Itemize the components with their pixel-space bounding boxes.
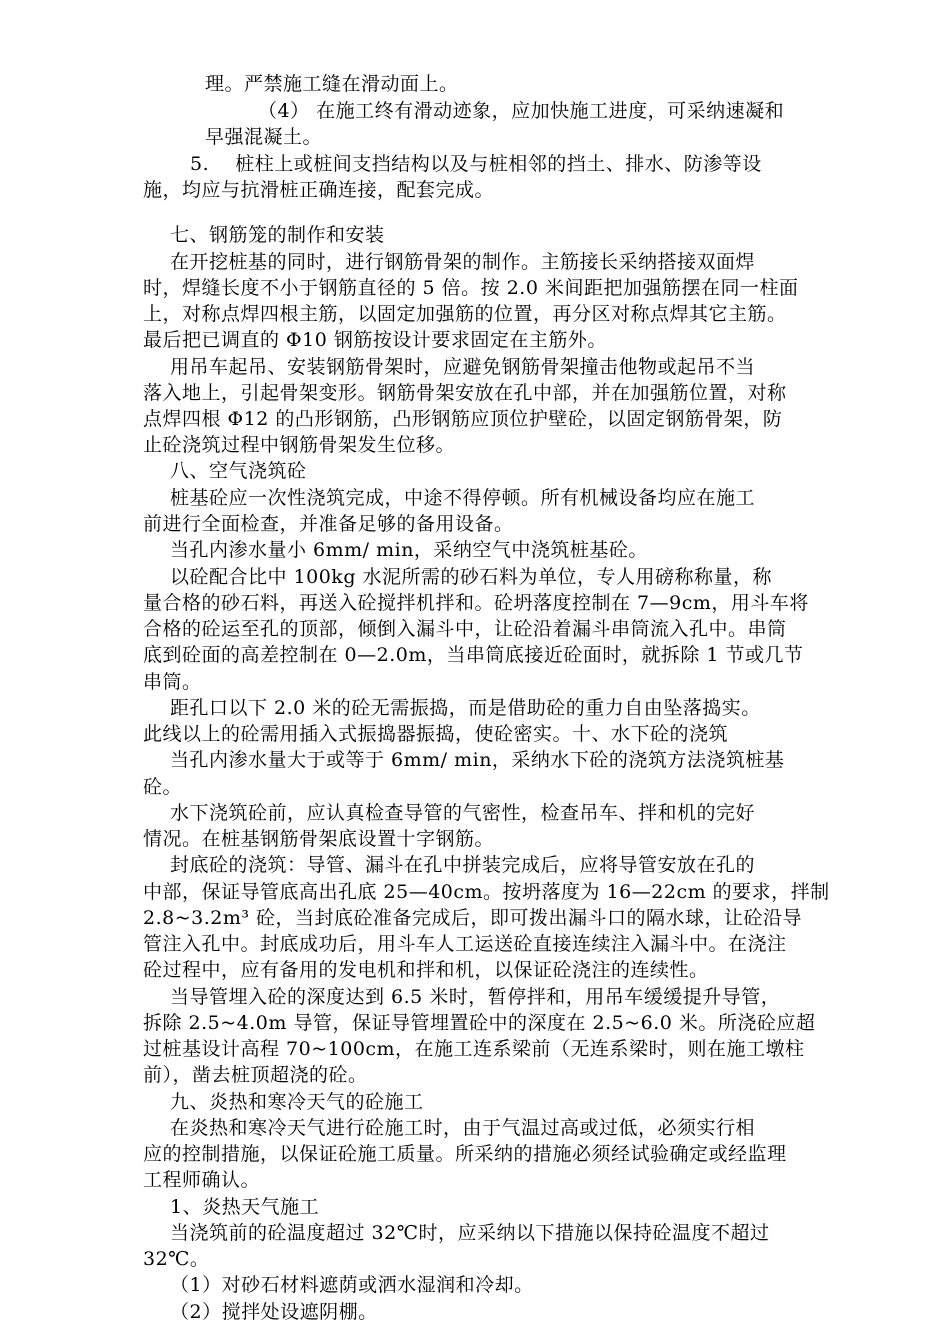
text-line: 在开挖桩基的同时，进行钢筋骨架的制作。主筋接长采纳搭接双面焊 bbox=[170, 251, 756, 273]
text-line: 距孔口以下 2.0 米的砼无需振捣，而是借助砼的重力自由坠落捣实。 bbox=[170, 697, 761, 719]
text-line: 中部，保证导管底高出孔底 25—40cm。按坍落度为 16—22cm 的要求，拌制 bbox=[143, 881, 830, 903]
section-heading: 七、钢筋笼的制作和安装 bbox=[170, 224, 385, 246]
text-line: 水下浇筑砼前，应认真检查导管的气密性，检查吊车、拌和机的完好 bbox=[170, 802, 756, 824]
text-line: 桩基砼应一次性浇筑完成，中途不得停顿。所有机械设备均应在施工 bbox=[170, 487, 756, 509]
section-heading: 九、炎热和寒冷天气的砼施工 bbox=[170, 1091, 424, 1113]
text-line: 落入地上，引起骨架变形。钢筋骨架安放在孔中部，并在加强筋位置，对称 bbox=[143, 382, 787, 404]
text-line: 前），凿去桩顶超浇的砼。 bbox=[143, 1064, 368, 1086]
text-line: 时，焊缝长度不小于钢筋直径的 5 倍。按 2.0 米间距把加强筋摆在同一柱面 bbox=[143, 277, 799, 299]
text-line: （4） 在施工终有滑动迹象，应加快施工进度，可采纳速凝和 bbox=[258, 100, 785, 122]
text-line: 最后把已调直的 Φ10 钢筋按设计要求固定在主筋外。 bbox=[143, 329, 607, 351]
text-line: 砼。 bbox=[143, 776, 183, 798]
text-line: 过桩基设计高程 70~100cm，在施工连系梁前（无连系梁时，则在施工墩柱 bbox=[143, 1038, 805, 1060]
text-line: 底到砼面的高差控制在 0—2.0m，当串筒底接近砼面时，就拆除 1 节或几节 bbox=[143, 644, 804, 666]
text-line: 32℃。 bbox=[143, 1248, 210, 1270]
text-line: 情况。在桩基钢筋骨架底设置十字钢筋。 bbox=[143, 828, 495, 850]
text-line: 当孔内渗水量大于或等于 6mm/ min，采纳水下砼的浇筑方法浇筑桩基 bbox=[170, 749, 785, 771]
text-line: 以砼配合比中 100kg 水泥所需的砂石料为单位，专人用磅称称量，称 bbox=[170, 566, 773, 588]
text-line: 封底砼的浇筑：导管、漏斗在孔中拼装完成后，应将导管安放在孔的 bbox=[170, 854, 756, 876]
text-line: 2.8~3.2m³ 砼，当封底砼准备完成后，即可拨出漏斗口的隔水球，让砼沿导 bbox=[143, 907, 803, 929]
text-line: 点焊四根 Φ12 的凸形钢筋，凸形钢筋应顶位护壁砼，以固定钢筋骨架，防 bbox=[143, 408, 783, 430]
text-line: 施，均应与抗滑桩正确连接，配套完成。 bbox=[143, 179, 495, 201]
text-line: 前进行全面检查，并准备足够的备用设备。 bbox=[143, 513, 514, 535]
text-line: 用吊车起吊、安装钢筋骨架时，应避免钢筋骨架撞击他物或起吊不当 bbox=[170, 356, 756, 378]
text-line: 砼过程中，应有备用的发电机和拌和机，以保证砼浇注的连续性。 bbox=[143, 959, 709, 981]
text-line: 5. 桩柱上或桩间支挡结构以及与桩相邻的挡土、排水、防渗等设 bbox=[190, 153, 762, 175]
text-line: 早强混凝土。 bbox=[205, 126, 323, 148]
text-line: 当浇筑前的砼温度超过 32℃时，应采纳以下措施以保持砼温度不超过 bbox=[170, 1222, 770, 1244]
text-line: 管注入孔中。封底成功后，用斗车人工运送砼直接连续注入漏斗中。在浇注 bbox=[143, 933, 787, 955]
subsection-heading: 1、炎热天气施工 bbox=[170, 1196, 320, 1218]
text-line: 串筒。 bbox=[143, 671, 202, 693]
text-line: 应的控制措施，以保证砼施工质量。所采纳的措施必须经试验确定或经监理 bbox=[143, 1143, 787, 1165]
text-line: 当导管埋入砼的深度达到 6.5 米时，暂停拌和，用吊车缓缓提升导管， bbox=[170, 986, 781, 1008]
text-line: 在炎热和寒冷天气进行砼施工时，由于气温过高或过低，必须实行相 bbox=[170, 1117, 756, 1139]
text-line: 止砼浇筑过程中钢筋骨架发生位移。 bbox=[143, 434, 456, 456]
text-line: 工程师确认。 bbox=[143, 1169, 261, 1191]
text-line: 拆除 2.5~4.0m 导管，保证导管埋置砼中的深度在 2.5~6.0 米。所浇砼应超 bbox=[143, 1012, 816, 1034]
text-line: 量合格的砂石料，再送入砼搅拌机拌和。砼坍落度控制在 7—9cm，用斗车将 bbox=[143, 592, 809, 614]
section-heading: 八、空气浇筑砼 bbox=[170, 460, 307, 482]
list-item: （2）搅拌处设遮阴棚。 bbox=[170, 1301, 378, 1323]
list-item: （1）对砂石材料遮荫或洒水湿润和冷却。 bbox=[170, 1274, 534, 1296]
text-line: 当孔内渗水量小 6mm/ min，采纳空气中浇筑桩基砼。 bbox=[170, 539, 648, 561]
text-line: 理。严禁施工缝在滑动面上。 bbox=[205, 73, 459, 95]
text-line: 上，对称点焊四根主筋，以固定加强筋的位置，再分区对称点焊其它主筋。 bbox=[143, 303, 787, 325]
text-line: 合格的砼运至孔的顶部，倾倒入漏斗中，让砼沿着漏斗串筒流入孔中。串筒 bbox=[143, 618, 787, 640]
text-line: 此线以上的砼需用插入式振捣器振捣，使砼密实。十、水下砼的浇筑 bbox=[143, 723, 729, 745]
